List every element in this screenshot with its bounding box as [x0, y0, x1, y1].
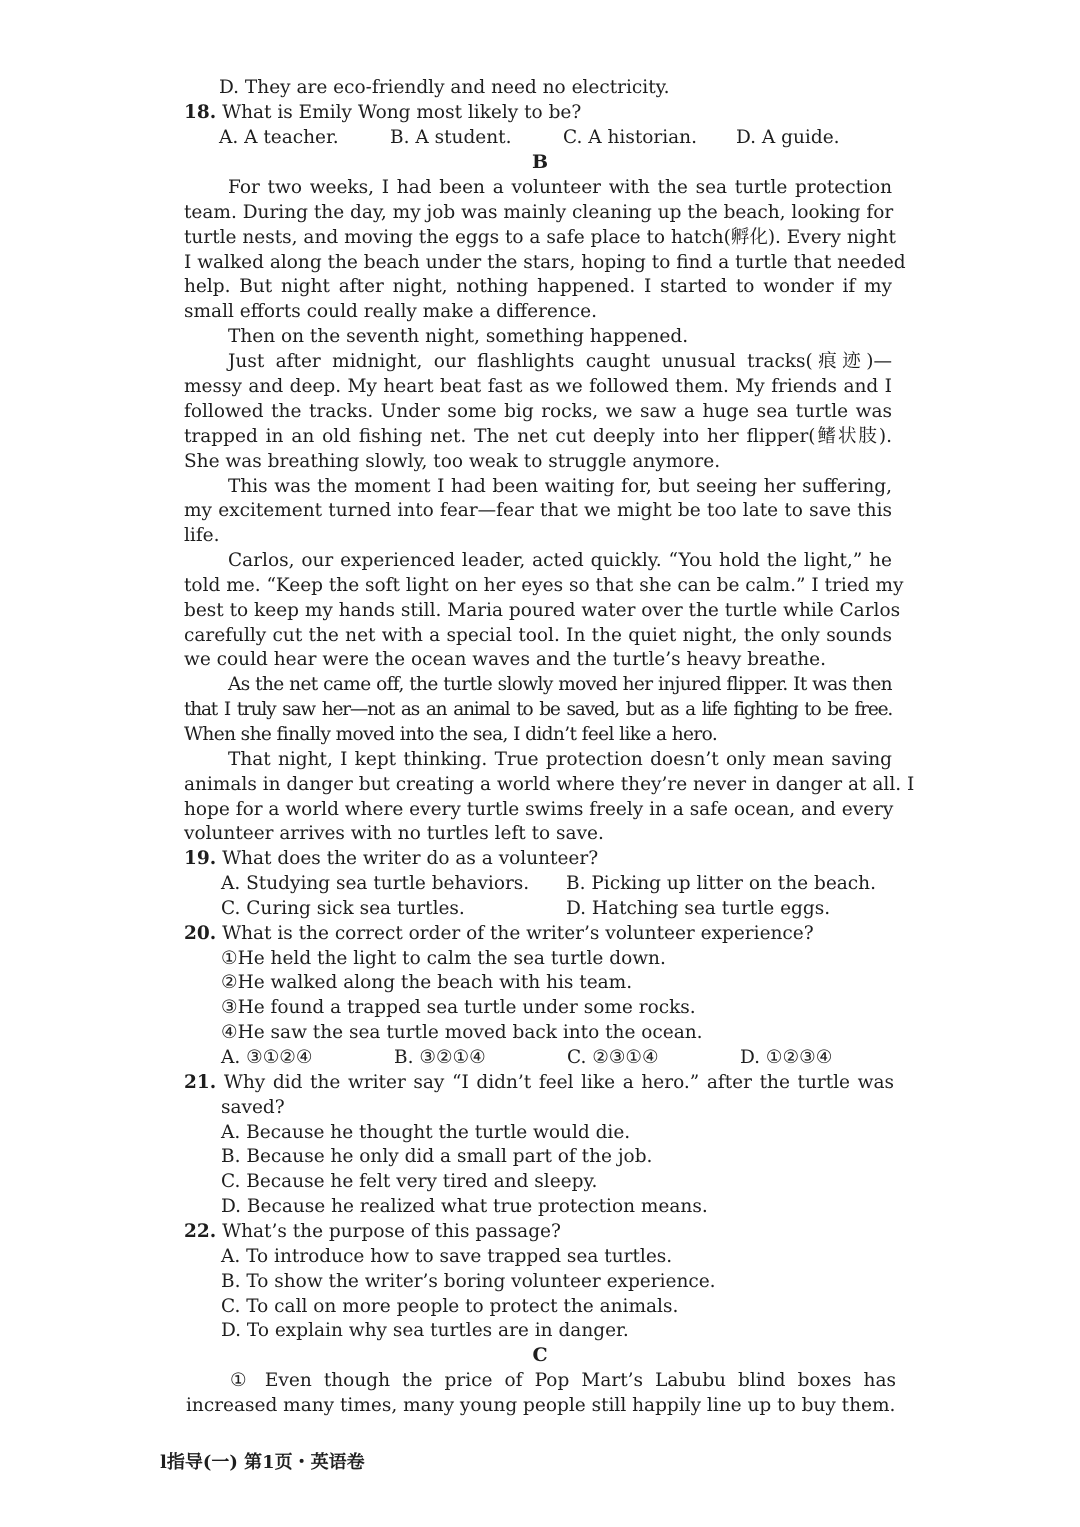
- option-d: D. Hatching sea turtle eggs.: [566, 898, 831, 919]
- q19-options-row-1: [0, 871, 1080, 896]
- passage-line: Carlos, our experienced leader, acted quickly. “You hold the light,” he: [228, 550, 892, 571]
- question-number: 19.: [184, 848, 217, 869]
- passage-line: best to keep my hands still. Maria poured water over the turtle while Carlos: [184, 600, 901, 621]
- section-b-heading: B: [531, 151, 549, 173]
- page-footer: l指导(一) 第1页・英语卷: [160, 1452, 365, 1473]
- q18-options: [0, 125, 1080, 150]
- passage-line: Just after midnight, our flashlights caught unusual tracks(痕迹)—: [228, 351, 892, 372]
- passage-c-line: ① Even though the price of Pop Mart’s Labubu blind boxes has: [230, 1370, 896, 1391]
- passage-line: animals in danger but creating a world where they’re never in danger at all. I: [184, 774, 915, 795]
- passage-line: team. During the day, my job was mainly cleaning up the beach, looking for: [184, 202, 894, 223]
- option-a: A. A teacher.: [219, 127, 339, 148]
- option-a: A. ③①②④: [221, 1047, 313, 1068]
- passage-line: messy and deep. My heart beat fast as we followed them. My friends and I: [184, 376, 892, 397]
- option-c: C. To call on more people to protect the animals.: [221, 1296, 679, 1317]
- option-c: C. A historian.: [563, 127, 697, 148]
- passage-line: turtle nests, and moving the eggs to a safe place to hatch(孵化). Every night: [184, 227, 896, 248]
- passage-line: my excitement turned into fear—fear that we might be too late to save this: [184, 500, 892, 521]
- q20-options: [0, 1045, 1080, 1070]
- question-text: What is the correct order of the writer’s volunteer experience?: [222, 923, 814, 944]
- question-number: 20.: [184, 923, 217, 944]
- passage-line: told me. “Keep the soft light on her eyes so that she can be calm.” I tried my: [184, 575, 904, 596]
- question-18: [184, 100, 581, 125]
- option-b: B. A student.: [390, 127, 512, 148]
- passage-line: For two weeks, I had been a volunteer with the sea turtle protection: [228, 177, 892, 198]
- option-d: D. Because he realized what true protection means.: [221, 1196, 708, 1217]
- section-c-heading: C: [532, 1344, 548, 1366]
- passage-line: When she finally moved into the sea, I didn’t feel like a hero.: [184, 724, 718, 745]
- question-21-continued: saved?: [221, 1097, 285, 1118]
- option-c: C. ②③①④: [567, 1047, 659, 1068]
- question-number: 18.: [184, 102, 217, 123]
- q20-event-1: ①He held the light to calm the sea turtle down.: [221, 948, 666, 969]
- option-d: D. To explain why sea turtles are in danger.: [221, 1320, 629, 1341]
- option-b: B. Picking up litter on the beach.: [566, 873, 876, 894]
- passage-line: small efforts could really make a difference.: [184, 301, 597, 322]
- option-a: A. To introduce how to save trapped sea turtles.: [221, 1246, 673, 1267]
- q17-option-d: D. They are eco-friendly and need no electricity.: [219, 77, 670, 98]
- passage-line: life.: [184, 525, 220, 546]
- passage-line: Then on the seventh night, something happened.: [228, 326, 689, 347]
- q20-event-4: ④He saw the sea turtle moved back into the ocean.: [221, 1022, 703, 1043]
- passage-line: trapped in an old fishing net. The net cut deeply into her flipper(鳍状肢).: [184, 426, 892, 447]
- option-b: B. Because he only did a small part of the job.: [221, 1146, 653, 1167]
- q20-event-2: ②He walked along the beach with his team.: [221, 972, 633, 993]
- question-21: [184, 1070, 894, 1095]
- passage-line: carefully cut the net with a special tool. In the quiet night, the only sounds: [184, 625, 892, 646]
- question-20: [184, 921, 814, 946]
- option-b: B. To show the writer’s boring volunteer experience.: [221, 1271, 716, 1292]
- question-text: What is Emily Wong most likely to be?: [222, 102, 582, 123]
- option-c: C. Curing sick sea turtles.: [221, 898, 465, 919]
- question-19: [184, 846, 598, 871]
- passage-line: we could hear were the ocean waves and the turtle’s heavy breathe.: [184, 649, 826, 670]
- passage-line: volunteer arrives with no turtles left to save.: [184, 823, 604, 844]
- passage-line: I walked along the beach under the stars, hoping to find a turtle that needed: [184, 252, 906, 273]
- option-a: A. Studying sea turtle behaviors.: [221, 873, 530, 894]
- question-22: [184, 1219, 561, 1244]
- question-number: 21.: [184, 1072, 217, 1093]
- passage-line: She was breathing slowly, too weak to struggle anymore.: [184, 451, 721, 472]
- passage-line: help. But night after night, nothing happened. I started to wonder if my: [184, 276, 892, 297]
- question-text: What does the writer do as a volunteer?: [222, 848, 599, 869]
- question-text: What’s the purpose of this passage?: [222, 1221, 561, 1242]
- passage-c-line: increased many times, many young people still happily line up to buy them.: [186, 1395, 896, 1416]
- q19-options-row-2: [0, 896, 1080, 921]
- passage-line: that I truly saw her—not as an animal to be saved, but as a life fighting to be free.: [184, 699, 892, 720]
- option-d: D. ①②③④: [740, 1047, 833, 1068]
- question-number: 22.: [184, 1221, 217, 1242]
- passage-line: This was the moment I had been waiting for, but seeing her suffering,: [228, 476, 892, 497]
- passage-line: followed the tracks. Under some big rocks, we saw a huge sea turtle was: [184, 401, 892, 422]
- passage-line: hope for a world where every turtle swims freely in a safe ocean, and every: [184, 799, 894, 820]
- passage-line: As the net came off, the turtle slowly moved her injured flipper. It was then: [228, 674, 892, 695]
- option-b: B. ③②①④: [394, 1047, 486, 1068]
- option-c: C. Because he felt very tired and sleepy.: [221, 1171, 598, 1192]
- q20-event-3: ③He found a trapped sea turtle under some rocks.: [221, 997, 696, 1018]
- question-text: Why did the writer say “I didn’t feel like a hero.” after the turtle was: [223, 1072, 894, 1093]
- option-d: D. A guide.: [736, 127, 840, 148]
- option-a: A. Because he thought the turtle would die.: [221, 1122, 631, 1143]
- passage-line: That night, I kept thinking. True protection doesn’t only mean saving: [228, 749, 892, 770]
